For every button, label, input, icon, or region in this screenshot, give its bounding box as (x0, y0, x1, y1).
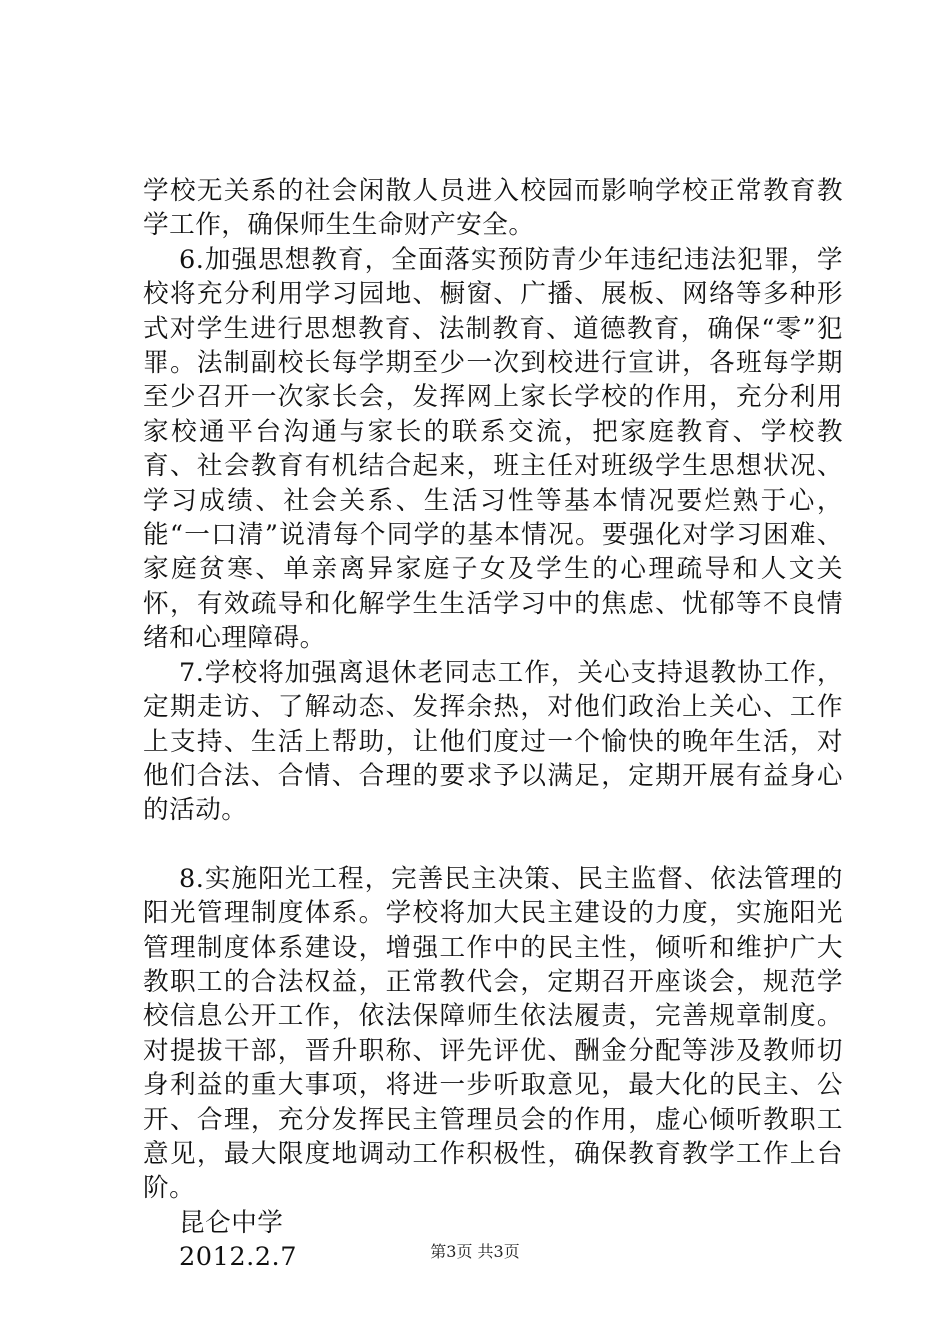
paragraph-item-7: 7.学校将加强离退休老同志工作，关心支持退教协工作，定期走访、了解动态、发挥余热，对他们政治上关心、工作上支持、生活上帮助，让他们度过一个愉快的晚年生活，对他们合法、合情、合理的要求予以满足，定期开展有益身心的活动。 (143, 657, 843, 826)
paragraph-item-6: 6.加强思想教育，全面落实预防青少年违纪违法犯罪，学校将充分利用学习园地、橱窗、广播、展板、网络等多种形式对学生进行思想教育、法制教育、道德教育，确保“零”犯罪。法制副校长每学期至少一次到校进行宣讲，各班每学期至少召开一次家长会，发挥网上家长学校的作用，充分利用家校通平台沟通与家长的联系交流，把家庭教育、学校教育、社会教育有机结合起来，班主任对班级学生思想状况、学习成绩、社会关系、生活习性等基本情况要烂熟于心，能“一口清”说清每个同学的基本情况。要强化对学习困难、家庭贫寒、单亲离异家庭子女及学生的心理疏导和人文关怀，有效疏导和化解学生生活学习中的焦虑、忧郁等不良情绪和心理障碍。 (143, 244, 843, 654)
paragraph-spacer (143, 828, 843, 862)
paragraph-continuation: 学校无关系的社会闲散人员进入校园而影响学校正常教育教学工作，确保师生生命财产安全。 (143, 176, 843, 241)
paragraph-item-8: 8.实施阳光工程，完善民主决策、民主监督、依法管理的阳光管理制度体系。学校将加大民主建设的力度，实施阳光管理制度体系建设，增强工作中的民主性，倾听和维护广大教职工的合法权益，正常教代会，定期召开座谈会，规范学校信息公开工作，依法保障师生依法履责，完善规章制度。对提拔干部，晋升职称、评先评优、酬金分配等涉及教师切身利益的重大事项，将进一步听取意见，最大化的民主、公开、合理，充分发挥民主管理员会的作用，虚心倾听教职工意见，最大限度地调动工作积极性，确保教育教学工作上台阶。 (143, 863, 843, 1204)
page-footer: 第3页 共3页 (430, 1242, 520, 1261)
signature-organization: 昆仑中学 (179, 1207, 284, 1238)
document-body (143, 174, 843, 1275)
signature-date: 2012.2.7 (179, 1242, 297, 1273)
